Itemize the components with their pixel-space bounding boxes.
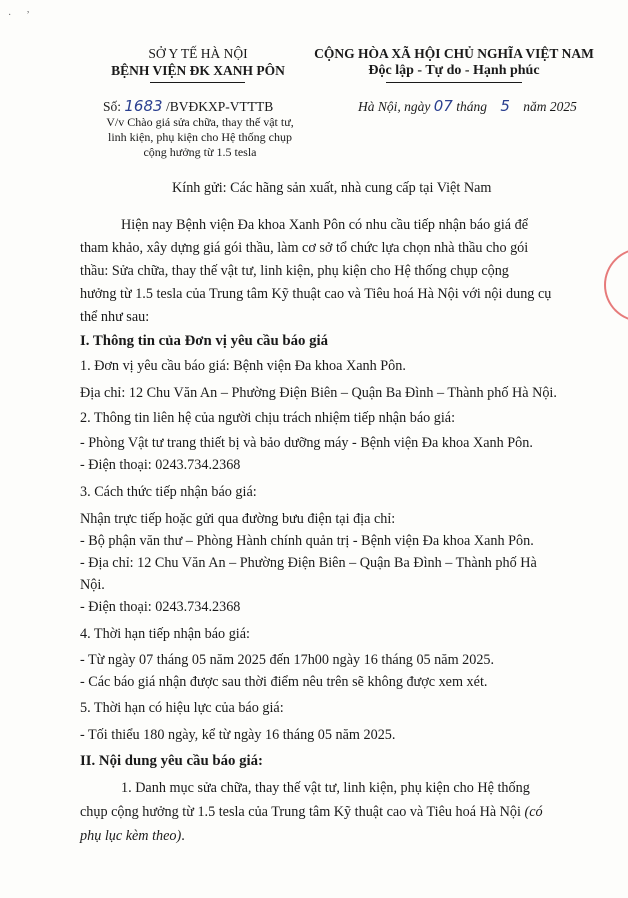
subject-line3: cộng hưởng từ 1.5 tesla <box>143 145 257 159</box>
doc-number-prefix: Số: <box>103 99 122 114</box>
subject-line1: V/v Chào giá sửa chữa, thay thế vật tư, <box>106 115 294 129</box>
intro-line4: hưởng từ 1.5 tesla của Trung tâm Kỹ thuật cao và Tiêu hoá Hà Nội với nội dung cụ <box>80 286 552 302</box>
section1-line: - Từ ngày 07 tháng 05 năm 2025 đến 17h00 ngày 16 tháng 05 năm 2025. <box>80 652 495 668</box>
section2-line3-end: . <box>181 828 185 844</box>
date-month-handwritten: 5 <box>500 97 510 115</box>
section2-line1: 1. Danh mục sửa chữa, thay thế vật tư, linh kiện, phụ kiện cho Hệ thống <box>121 780 530 796</box>
date-prefix: Hà Nội, ngày <box>358 99 431 114</box>
org-line1: SỞ Y TẾ HÀ NỘI <box>148 46 248 61</box>
date-year: năm 2025 <box>523 99 577 114</box>
stamp-edge-icon <box>604 248 628 322</box>
intro-line2: tham khảo, xây dựng giá gói thầu, làm cơ sở tổ chức lựa chọn nhà thầu cho gói <box>80 240 529 256</box>
section1-line: 4. Thời hạn tiếp nhận báo giá: <box>80 626 250 642</box>
org-underline <box>150 82 245 83</box>
section1-line: 2. Thông tin liên hệ của người chịu trách nhiệm tiếp nhận báo giá: <box>80 410 456 426</box>
subject-line2: linh kiện, phụ kiện cho Hệ thống chụp <box>108 130 292 144</box>
section1-line: - Tối thiểu 180 ngày, kể từ ngày 16 tháng 05 năm 2025. <box>80 727 396 743</box>
section2-line3-italic: phụ lục kèm theo) <box>80 828 182 844</box>
intro-line3: thầu: Sửa chữa, thay thế vật tư, linh kiện, phụ kiện cho Hệ thống chụp cộng <box>80 263 509 279</box>
greeting: Kính gửi: Các hãng sản xuất, nhà cung cấp tại Việt Nam <box>172 180 492 196</box>
section1-line: Nội. <box>80 577 105 593</box>
section2-line2-text: chụp cộng hưởng từ 1.5 tesla của Trung tâm Kỹ thuật cao và Tiêu hoá Hà Nội <box>80 804 525 820</box>
section2-line2 <box>80 804 543 821</box>
nation-underline <box>386 82 522 83</box>
section1-line: - Bộ phận văn thư – Phòng Hành chính quản trị - Bệnh viện Đa khoa Xanh Pôn. <box>80 533 534 549</box>
section1-line: - Các báo giá nhận được sau thời điểm nêu trên sẽ không được xem xét. <box>80 674 488 690</box>
section1-line: - Phòng Vật tư trang thiết bị và bảo dưỡng máy - Bệnh viện Đa khoa Xanh Pôn. <box>80 435 533 451</box>
section1-line: Địa chỉ: 12 Chu Văn An – Phường Điện Biên – Quận Ba Đình – Thành phố Hà Nội. <box>80 385 557 401</box>
date-month-label: tháng <box>456 99 487 114</box>
section2-line2-italic: (có <box>524 804 543 820</box>
doc-number <box>103 97 273 115</box>
nation-line1: CỘNG HÒA XÃ HỘI CHỦ NGHĨA VIỆT NAM <box>314 46 594 61</box>
section1-title: I. Thông tin của Đơn vị yêu cầu báo giá <box>80 333 329 349</box>
section1-line: 1. Đơn vị yêu cầu báo giá: Bệnh viện Đa khoa Xanh Pôn. <box>80 358 406 374</box>
section1-line: - Điện thoại: 0243.734.2368 <box>80 599 241 615</box>
doc-number-handwritten: 1683 <box>124 97 163 115</box>
date-day-handwritten: 07 <box>433 97 453 115</box>
section1-line: 5. Thời hạn có hiệu lực của báo giá: <box>80 700 284 716</box>
section1-line: Nhận trực tiếp hoặc gửi qua đường bưu điện tại địa chỉ: <box>80 511 396 527</box>
intro-line1: Hiện nay Bệnh viện Đa khoa Xanh Pôn có nhu cầu tiếp nhận báo giá để <box>121 217 528 233</box>
section2-title: II. Nội dung yêu cầu báo giá: <box>80 753 263 769</box>
section1-line: - Địa chỉ: 12 Chu Văn An – Phường Điện Biên – Quận Ba Đình – Thành phố Hà <box>80 555 537 571</box>
nation-line2: Độc lập - Tự do - Hạnh phúc <box>368 63 540 78</box>
section2-line3 <box>80 828 185 845</box>
org-line2: BỆNH VIỆN ĐK XANH PÔN <box>111 63 285 78</box>
page-corner-marks: · ’ <box>8 10 30 21</box>
section1-line: 3. Cách thức tiếp nhận báo giá: <box>80 484 257 500</box>
doc-number-suffix: /BVĐKXP-VTTTB <box>165 99 274 114</box>
doc-date <box>358 97 577 115</box>
section1-line: - Điện thoại: 0243.734.2368 <box>80 457 241 473</box>
intro-line5: thể như sau: <box>80 309 150 325</box>
